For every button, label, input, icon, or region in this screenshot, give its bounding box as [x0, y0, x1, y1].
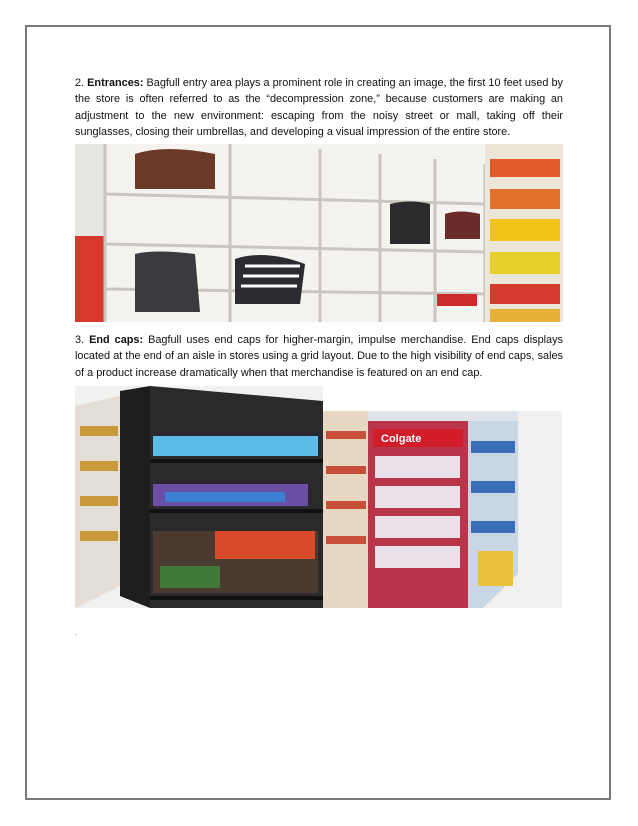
section-number: 2. [75, 77, 88, 89]
toothpaste-end-cap-photo [323, 411, 562, 608]
colgate-sign-text: Colgate [381, 433, 422, 445]
section-body: Bagfull uses end caps for higher-margin, impulse merchandise. End caps displays located at the end of an aisle in stores using a grid layout. Due to the high visibility of end caps, sales of a product increase dramatically when that merchandise is featured on an end cap. [75, 334, 564, 379]
end-caps-paragraph [75, 332, 563, 381]
entrances-paragraph [75, 75, 563, 140]
section-number: 3. [75, 334, 90, 346]
section-heading: Entrances: [87, 77, 144, 89]
section-heading: End caps: [89, 334, 144, 346]
snack-end-cap-photo [75, 386, 323, 608]
entrance-shelves-photo [75, 144, 563, 322]
footer-mark: . [75, 628, 78, 637]
section-body: Bagfull entry area plays a prominent role in creating an image, the first 10 feet used by the store is often referred to as the “decompression zone,” because customers are making an adjustment to the new environment: escaping from the noisy street or mall, taking off their sunglasses, closing their umbrellas, and developing a visual impression of the entire store. [75, 77, 564, 138]
